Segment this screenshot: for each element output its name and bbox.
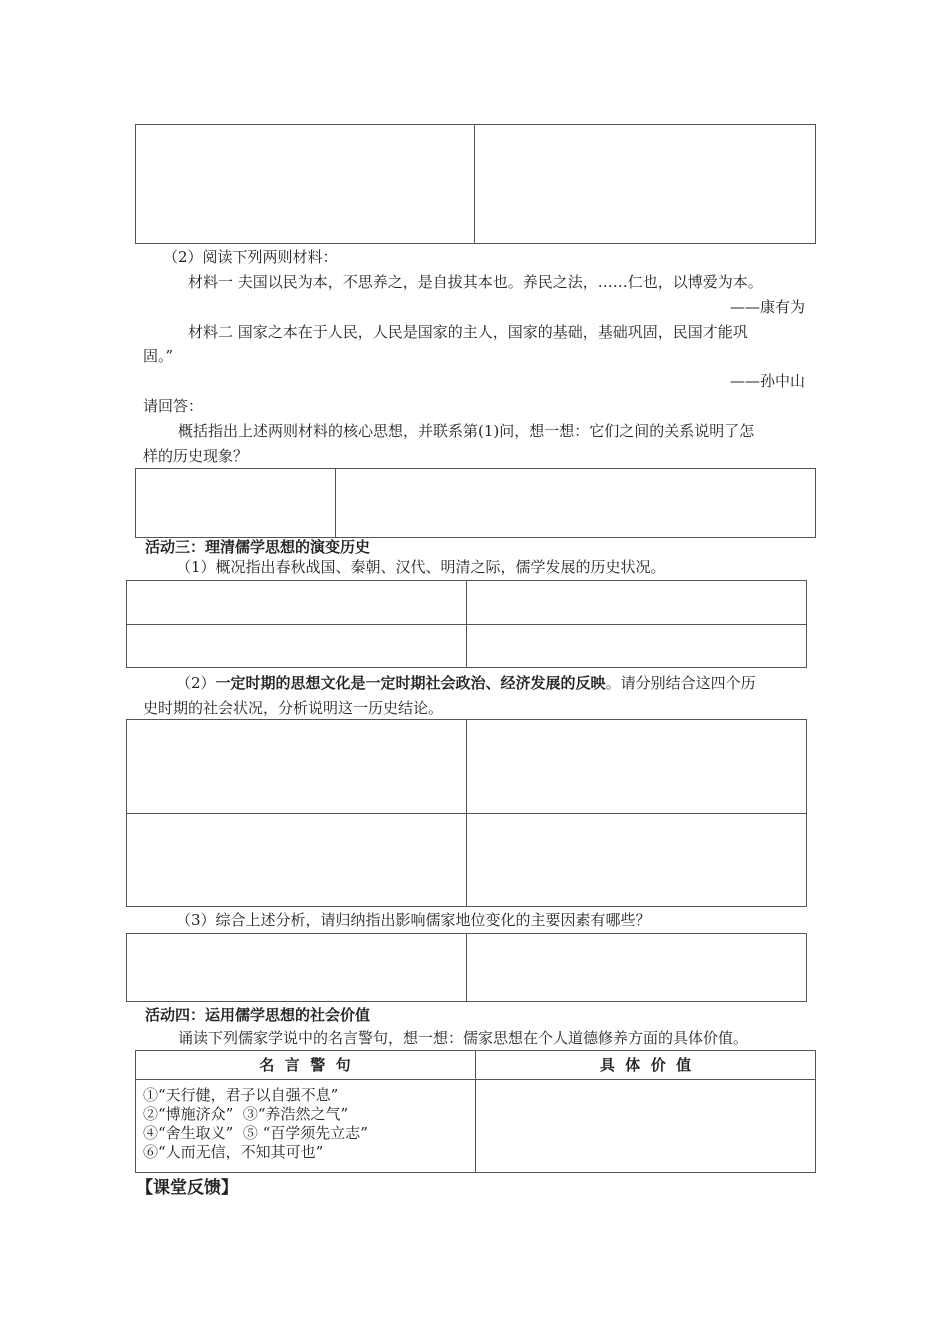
quote-line: ①“天行健，君子以自强不息” [143, 1086, 339, 1104]
answer-table-2 [135, 468, 816, 538]
answer-table-3-divider [466, 580, 467, 668]
activity-3-q2-line-2: 史时期的社会状况，分析说明这一历史结论。 [143, 699, 444, 717]
answer-table-1-divider [474, 124, 475, 244]
activity-4-intro: 诵读下列儒家学说中的名言警句，想一想：儒家思想在个人道德修养方面的具体价值。 [178, 1029, 749, 1047]
material-1-source: ——康有为 [729, 298, 805, 316]
material-2-source: ——孙中山 [729, 372, 805, 390]
answer-table-1 [135, 124, 816, 244]
activity-4-title: 活动四：运用儒学思想的社会价值 [145, 1006, 371, 1024]
activity-3-q2-rest: 。请分别结合这四个历 [605, 674, 756, 692]
answer-table-4-divider [466, 719, 467, 907]
question-line-2: 样的历史现象？ [143, 447, 249, 465]
quotes-table-header-quotes: 名 言 警 句 [259, 1056, 351, 1074]
question-line-1: 概括指出上述两则材料的核心思想，并联系第(1)问，想一想：它们之间的关系说明了怎 [178, 422, 755, 440]
quote-line: ④“舍生取义” ⑤ “百学须先立志” [143, 1124, 368, 1142]
activity-3-q1: （1）概况指出春秋战国、秦朝、汉代、明清之际，儒学发展的历史状况。 [176, 558, 666, 576]
material-2-line-1: 材料二 国家之本在于人民，人民是国家的主人，国家的基础，基础巩固，民国才能巩 [188, 323, 748, 341]
answer-table-5-divider [466, 933, 467, 1002]
activity-3-title: 活动三：理清儒学思想的演变历史 [145, 538, 371, 556]
quote-line: ②“博施济众” ③“养浩然之气” [143, 1105, 349, 1123]
quote-line: ⑥“人而无信，不知其可也” [143, 1143, 324, 1161]
material-1: 材料一 夫国以民为本，不思养之，是自拔其本也。养民之法，……仁也，以博爱为本。 [188, 273, 763, 291]
activity-3-q2 [176, 673, 756, 693]
activity-3-q3: （3）综合上述分析，请归纳指出影响儒家地位变化的主要因素有哪些？ [176, 911, 651, 929]
quotes-table-header-value: 具 体 价 值 [599, 1056, 692, 1074]
feedback-title: 【课堂反馈】 [136, 1178, 238, 1198]
activity-3-q2-prefix: （2） [176, 674, 216, 692]
q2-intro: （2）阅读下列两则材料： [163, 248, 338, 266]
material-2-line-2: 固。” [143, 347, 174, 365]
activity-3-q2-bold: 一定时期的思想文化是一定时期社会政治、经济发展的反映 [215, 674, 606, 692]
answer-table-2-divider [335, 468, 336, 538]
please-answer: 请回答： [143, 397, 204, 415]
